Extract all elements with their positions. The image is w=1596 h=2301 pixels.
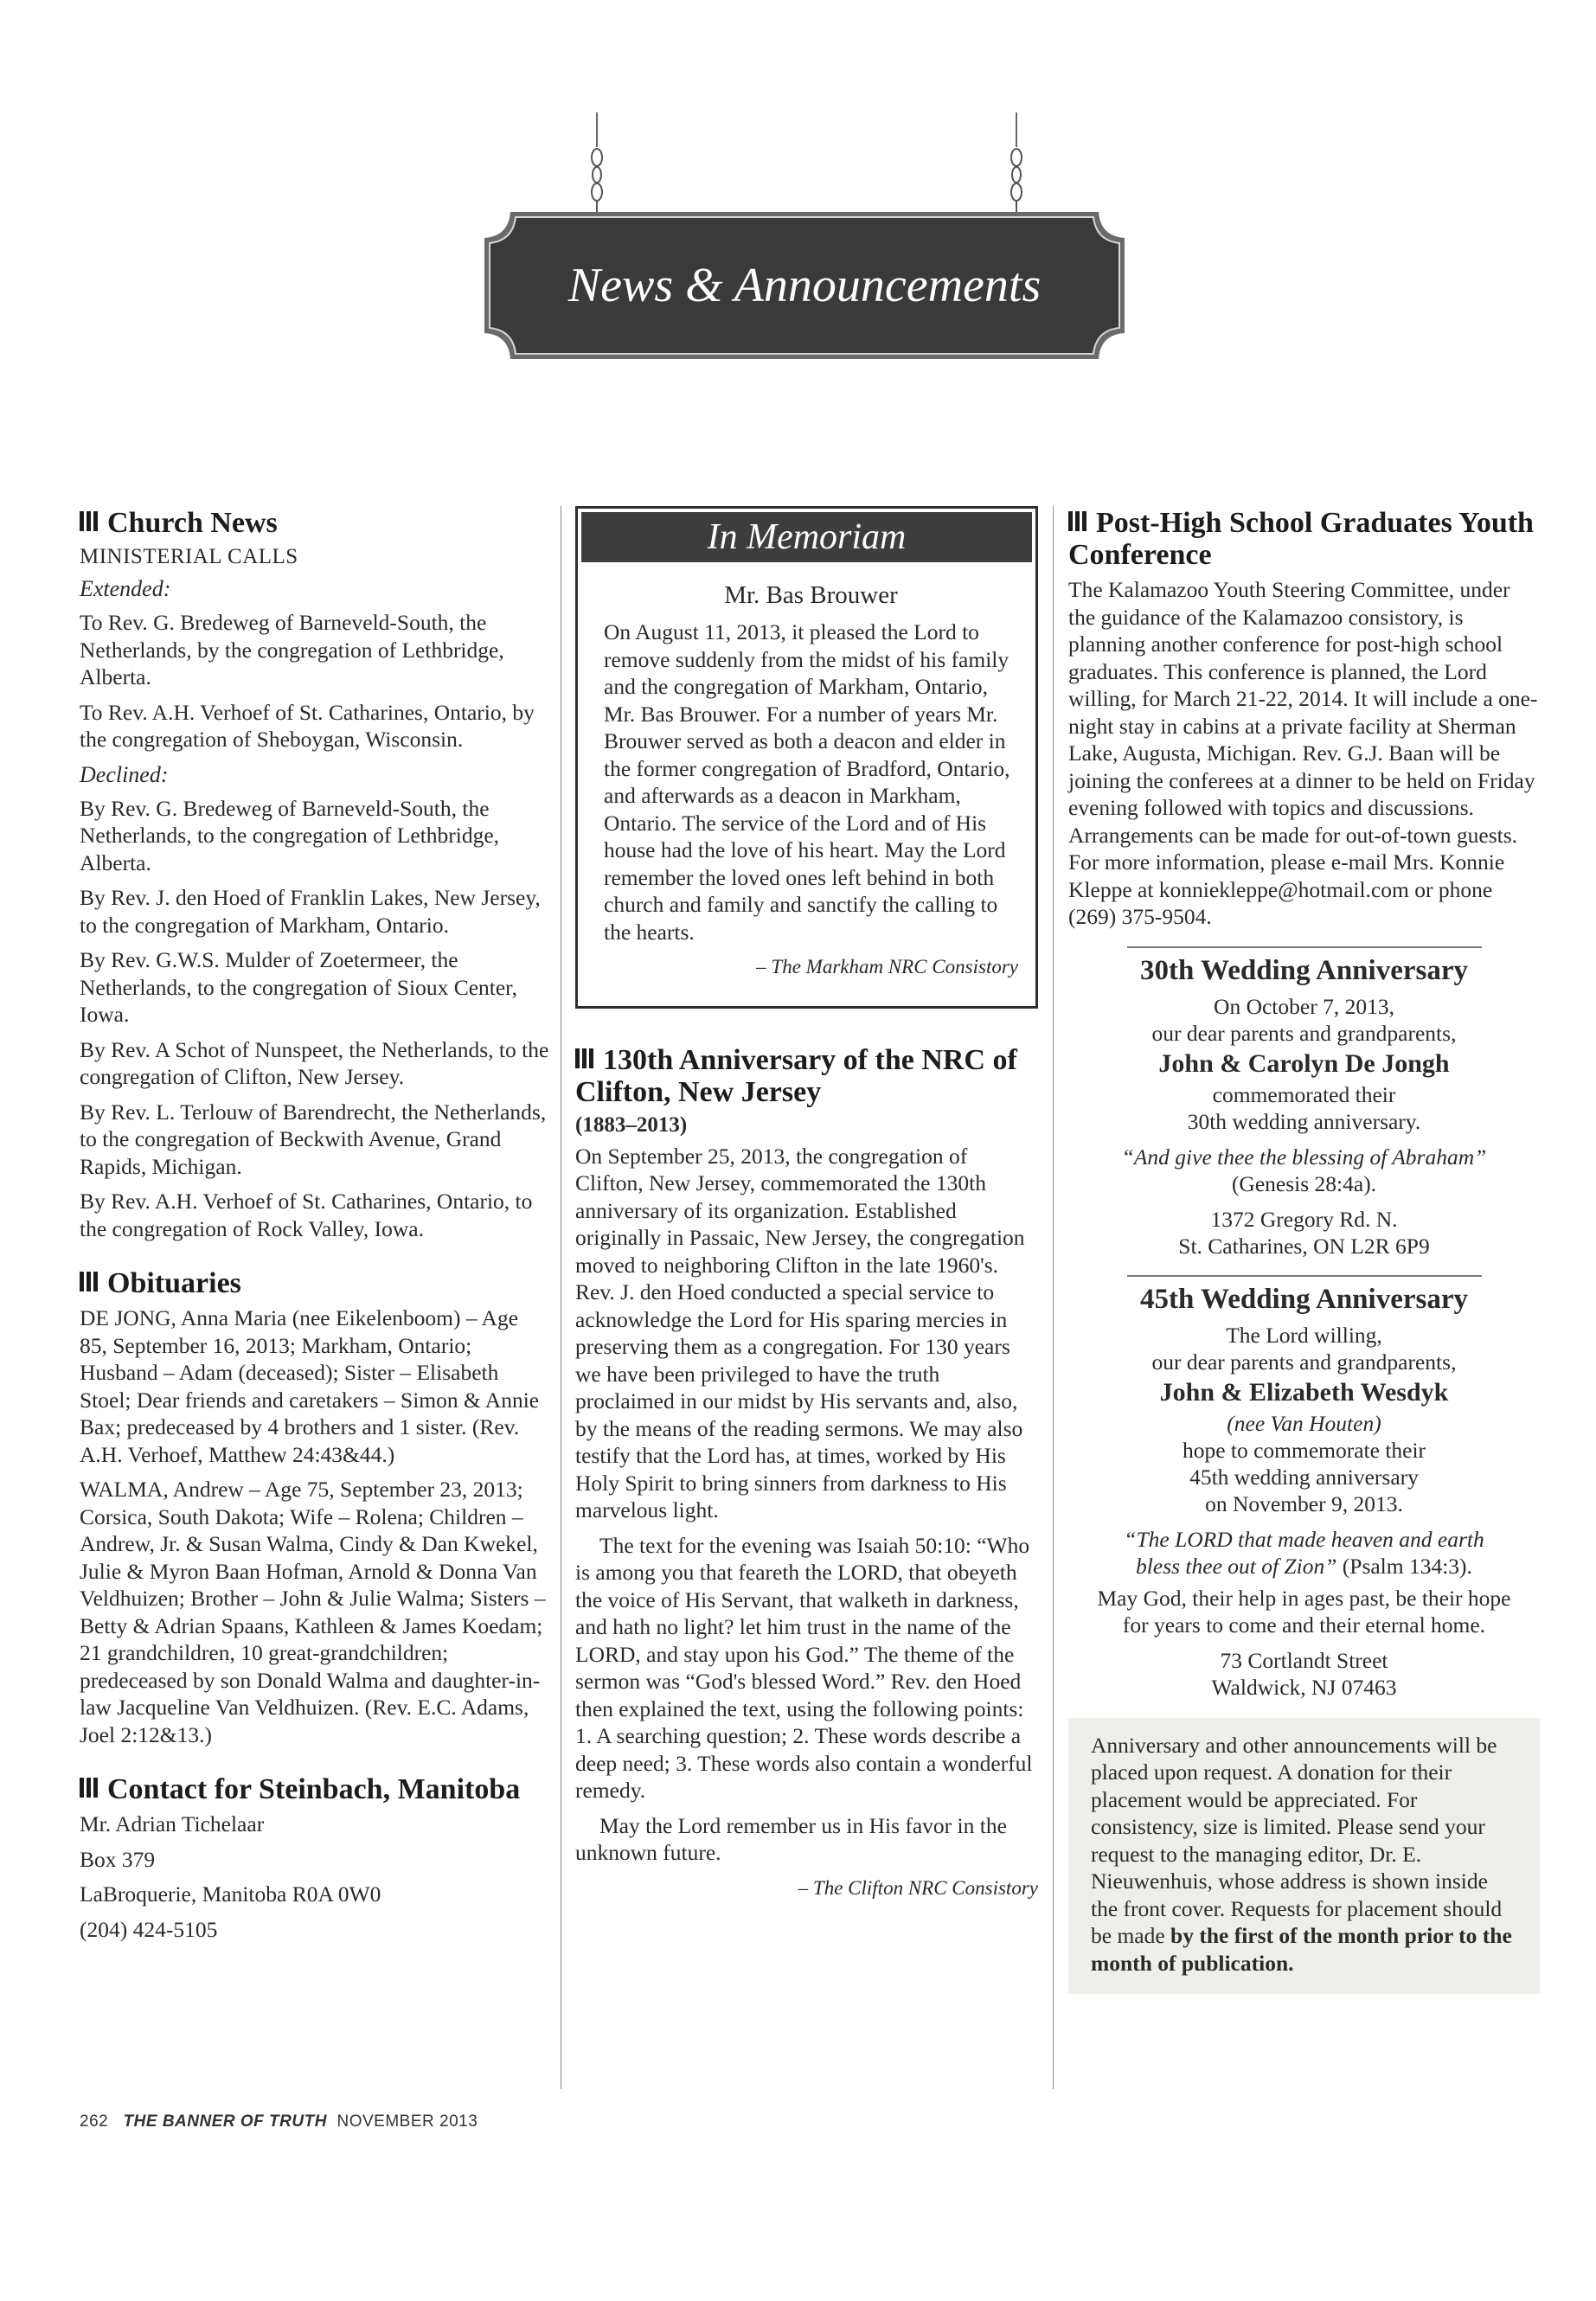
- notice-bold-text: by the first of the month prior to the month of publication.: [1091, 1923, 1512, 1976]
- church-news-heading: Church News: [80, 506, 551, 539]
- call-entry: By Rev. L. Terlouw of Barendrecht, the Netherlands, to the congregation of Beckwith Avenue, Grand Rapids, Michigan.: [80, 1099, 547, 1179]
- section-bars-icon: [80, 506, 100, 538]
- publication-name: THE BANNER OF TRUTH: [123, 2112, 327, 2131]
- page-footer: [80, 2112, 478, 2131]
- contact-line: LaBroquerie, Manitoba R0A 0W0: [80, 1881, 381, 1907]
- section-bars-icon: [80, 1266, 100, 1298]
- wedding-verse: “The LORD that made heaven and earth: [1124, 1526, 1484, 1552]
- contact-line: (204) 424-5105: [80, 1916, 218, 1942]
- call-entry: By Rev. G.W.S. Mulder of Zoetermeer, the Netherlands, to the congregation of Sioux Center, Iowa.: [80, 947, 518, 1027]
- youth-conference-text: The Kalamazoo Youth Steering Committee, under the guidance of the Kalamazoo consistory, is planning another conference for post-high school graduates. This conference is planned, the Lord willing, for March 21-22, 2014. It will include a one-night stay in cabins at a private facility at Sherman Lake, Augusta, Michigan. Rev. G.J. Baan will be joining the conferees at a dinner to be held on Friday evening followed with topics and discussions. Arrangements can be made for out-of-town guests. For more information, please e-mail Mrs. Konnie Kleppe at konniekleppe@hotmail.com or phone (269) 375-9504.: [1068, 577, 1538, 929]
- chain-right: [1008, 112, 1025, 215]
- ministerial-calls-subheading: MINISTERIAL CALLS: [80, 545, 298, 568]
- declined-label: Declined:: [80, 761, 169, 787]
- anniversary-paragraph: On September 25, 2013, the congregation of Clifton, New Jersey, commemorated the 130th anniversary of its organization. Established originally in Passaic, New Jersey, the congregation moved to neighboring Clifton in the late 1960's. Rev. J. den Hoed conducted a special service to acknowledge the Lord for His sparing mercies in preserving them as a congregation. For 130 years we have been privileged to have the truth proclaimed in our midst by His servants and, also, by the means of the reading sermons. We may also testify that the Lord has, at times, worked by His Holy Spirit to bring sinners from darkness to His marvelous light.: [575, 1143, 1025, 1522]
- wedding-couple: John & Carolyn De Jongh: [1158, 1048, 1450, 1078]
- wedding-line: hope to commemorate their: [1182, 1437, 1426, 1463]
- contact-line: Box 379: [80, 1846, 156, 1872]
- chain-left: [588, 112, 606, 215]
- memoriam-text: On August 11, 2013, it pleased the Lord to remove suddenly from the midst of his family and the congregation of Markham, Ontario, Mr. Bas Brouwer. For a number of years Mr. Brouwer served as both a deacon and elder in the former congregation of Bradford, Ontario, and afterwards as a deacon in Markham, Ontario. The service of the Lord and of His house had the love of his heart. May the Lord remember the loved ones left behind in both church and family and sanctify the calling to the hearts.: [604, 619, 1010, 945]
- wedding-line: 45th wedding anniversary: [1189, 1464, 1419, 1490]
- anniversary-years: (1883–2013): [575, 1112, 688, 1137]
- obituary-entry: WALMA, Andrew – Age 75, September 23, 2013; Corsica, South Dakota; Wife – Rolena; Children – Andrew, Jr. & Susan Walma, Cindy & Dan Kwekel, Julie & Myron Baan Hofman, Arnold & Donna Van Veldhuizen; Brother – John & Julie Walma; Sisters – Betty & Adrian Spaans, Kathleen & James Koedam; 21 grandchildren, 10 great-grandchildren; predeceased by son Donald Walma and daughter-in-law Jacqueline Van Veldhuizen. (Rev. E.C. Adams, Joel 2:12&13.): [80, 1477, 546, 1747]
- section-bars-icon: [575, 1043, 596, 1075]
- contact-heading: Contact for Steinbach, Manitoba: [80, 1772, 551, 1805]
- wedding-line: for years to come and their eternal home.: [1122, 1612, 1486, 1638]
- contact-line: Mr. Adrian Tichelaar: [80, 1811, 265, 1836]
- obituary-entry: DE JONG, Anna Maria (nee Eikelenboom) – Age 85, September 16, 2013; Markham, Ontario; Husband – Adam (deceased); Sister – Elisabeth Stoel; Dear friends and caretakers – Simon & Annie Bax; predeceased by 4 brothers and 1 sister. (Rev. A.H. Verhoef, Matthew 24:43&44.): [80, 1305, 540, 1467]
- wedding-address: 1372 Gregory Rd. N.: [1210, 1206, 1398, 1232]
- wedding-line: on November 9, 2013.: [1205, 1490, 1403, 1516]
- middle-column: [575, 506, 1038, 1909]
- section-bars-icon: [1068, 506, 1089, 538]
- wedding-address: St. Catharines, ON L2R 6P9: [1178, 1233, 1430, 1259]
- extended-label: Extended:: [80, 576, 171, 601]
- page-number: 262: [80, 2112, 109, 2131]
- anniversary-paragraph: May the Lord remember us in His favor in the unknown future.: [575, 1812, 1007, 1865]
- youth-conference-heading: Post-High School Graduates Youth Conference: [1068, 507, 1534, 571]
- call-entry: By Rev. J. den Hoed of Franklin Lakes, New Jersey, to the congregation of Markham, Ontario.: [80, 885, 541, 938]
- wedding-45-heading: 45th Wedding Anniversary: [1140, 1283, 1468, 1315]
- in-memoriam-heading: In Memoriam: [581, 512, 1032, 562]
- announcement-notice: [1068, 1718, 1540, 1995]
- wedding-line: commemorated their: [1212, 1081, 1396, 1107]
- notice-text: Anniversary and other announcements will be placed upon request. A donation for their placement would be appreciated. For consistency, size is limited. Please send your request to the managing editor, Dr. E. Nieuwenhuis, whose address is shown inside the front cover. Requests for placement should be made: [1091, 1732, 1503, 1948]
- issue-date: NOVEMBER 2013: [337, 2112, 478, 2131]
- wedding-verse: bless thee out of Zion” (Psalm 134:3).: [1136, 1553, 1472, 1579]
- wedding-line: May God, their help in ages past, be their hope: [1097, 1585, 1511, 1611]
- wedding-verse-ref: (Genesis 28:4a).: [1231, 1170, 1377, 1196]
- wedding-line: The Lord willing,: [1226, 1322, 1382, 1348]
- memoriam-name: Mr. Bas Brouwer: [724, 581, 898, 609]
- anniversary-130-heading: 130th Anniversary of the NRC of Clifton, New Jersey: [575, 1043, 1017, 1108]
- obituaries-heading: Obituaries: [80, 1266, 551, 1299]
- wedding-line: our dear parents and grandparents,: [1151, 1349, 1457, 1375]
- wedding-line: 30th wedding anniversary.: [1187, 1108, 1421, 1134]
- anniversary-signature: – The Clifton NRC Consistory: [798, 1876, 1038, 1899]
- wedding-line: our dear parents and grandparents,: [1151, 1020, 1457, 1046]
- wedding-30-heading: 30th Wedding Anniversary: [1140, 954, 1468, 986]
- in-memoriam-box: [575, 506, 1038, 1009]
- divider: [1127, 1275, 1482, 1277]
- wedding-nee: (nee Van Houten): [1227, 1410, 1381, 1436]
- wedding-address: 73 Cortlandt Street: [1220, 1647, 1388, 1673]
- call-entry: By Rev. A.H. Verhoef of St. Catharines, Ontario, to the congregation of Rock Valley, Iowa.: [80, 1189, 533, 1241]
- wedding-address: Waldwick, NJ 07463: [1211, 1674, 1397, 1700]
- section-bars-icon: [80, 1772, 100, 1804]
- news-announcements-sign: [484, 212, 1125, 359]
- left-column: [80, 506, 551, 1951]
- sign-title: News & Announcements: [567, 259, 1042, 312]
- divider: [1127, 946, 1482, 948]
- column-divider-right: [1053, 506, 1054, 2089]
- call-entry: To Rev. A.H. Verhoef of St. Catharines, Ontario, by the congregation of Sheboygan, Wisconsin.: [80, 699, 535, 752]
- wedding-couple: John & Elizabeth Wesdyk: [1159, 1377, 1449, 1407]
- memoriam-signature: – The Markham NRC Consistory: [756, 956, 1018, 977]
- right-column: [1068, 506, 1540, 1994]
- call-entry: By Rev. G. Bredeweg of Barneveld-South, the Netherlands, to the congregation of Lethbridge, Alberta.: [80, 795, 500, 875]
- wedding-verse: “And give thee the blessing of Abraham”: [1121, 1144, 1487, 1170]
- call-entry: By Rev. A Schot of Nunspeet, the Netherlands, to the congregation of Clifton, New Jersey.: [80, 1036, 549, 1089]
- wedding-line: On October 7, 2013,: [1214, 993, 1394, 1019]
- anniversary-paragraph: The text for the evening was Isaiah 50:10: “Who is among you that feareth the LORD, that obeyeth the voice of His Servant, that walketh in darkness, and hath no light? let him trust in the name of the LORD, and stay upon his God.” The theme of the sermon was “God's blessed Word.” Rev. den Hoed then explained the text, using the following points: 1. A searching question; 2. These words describe a deep need; 3. These words also contain a wonderful remedy.: [575, 1532, 1033, 1803]
- call-entry: To Rev. G. Bredeweg of Barneveld-South, the Netherlands, by the congregation of Lethbridge, Alberta.: [80, 610, 504, 689]
